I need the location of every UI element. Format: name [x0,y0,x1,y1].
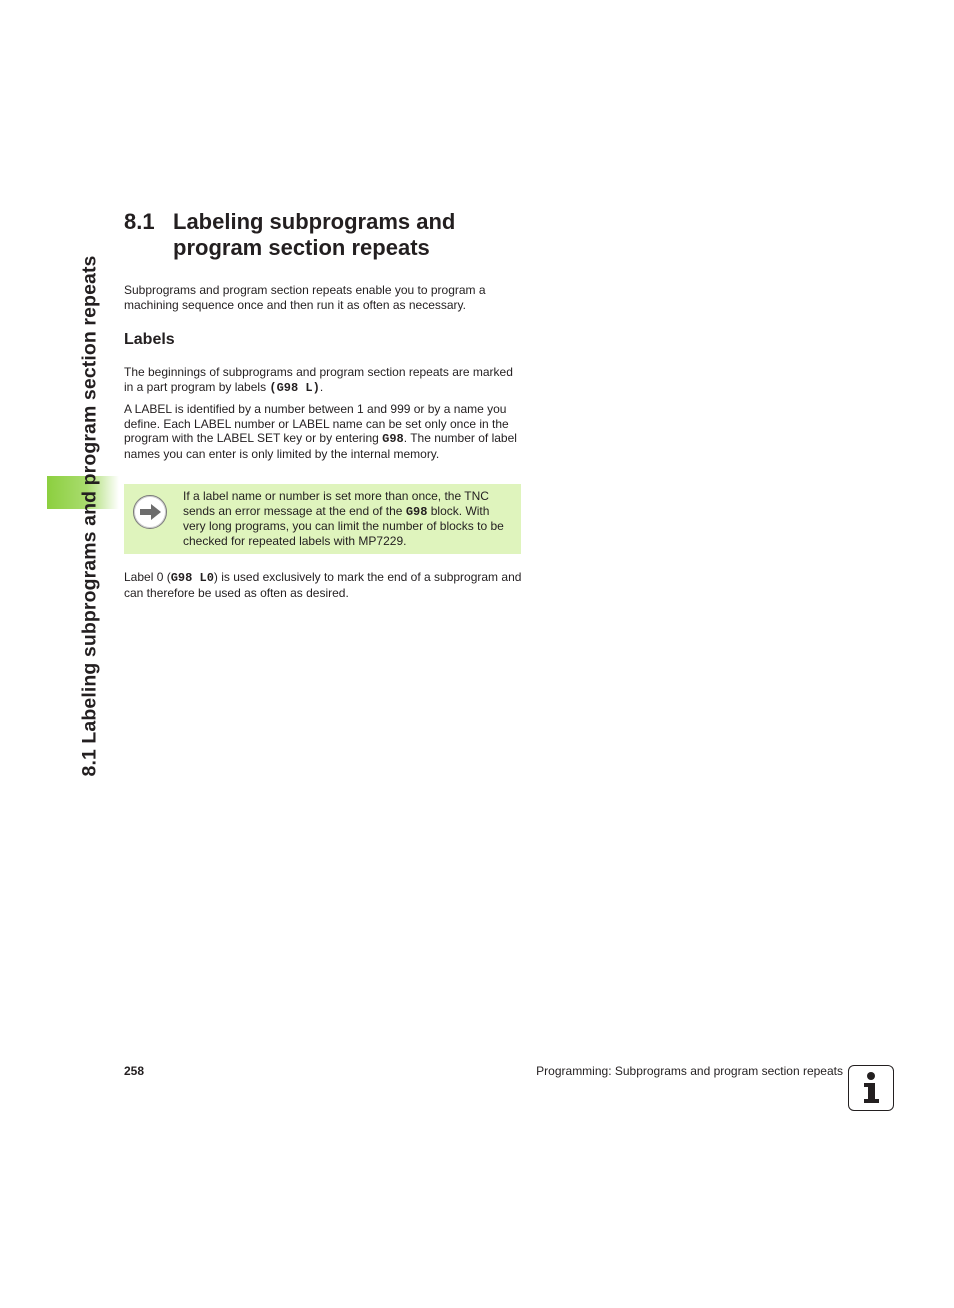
side-chapter-title: 8.1 Labeling subprograms and program section repeats [78,255,101,777]
labels-heading: Labels [124,331,175,348]
arrow-right-icon [133,495,167,529]
note-text-b: block. With very long programs, you can limit the number of blocks to be checked for repeated labels with MP7229. [183,503,504,548]
labels-paragraph-2 [124,402,522,461]
labels-p1-code: (G98 L) [269,380,320,395]
labels-p2-code: G98 [382,432,404,447]
note-text-a: If a label name or number is set more than once, the TNC sends an error message at the end of the [183,489,489,518]
labels-p2-text: A LABEL is identified by a number between 1 and 999 or by a name you define. Each LABEL number or LABEL name can be set only once in the program with the LABEL SET key or by entering [124,402,509,446]
label0-paragraph [124,570,522,600]
section-title: Labeling subprograms and program section repeats [173,209,456,260]
label0-text-a: Label 0 ( [124,570,171,584]
section-number: 8.1 [124,209,155,234]
label0-text-b: ) is used exclusively to mark the end of a subprogram and can therefore be used as often as desired. [124,570,522,600]
footer-chapter-title: Programming: Subprograms and program section repeats [536,1064,843,1078]
note-text [183,489,515,548]
info-icon [848,1065,894,1111]
labels-p2-end: . The number of label names you can enter is only limited by the internal memory. [124,431,517,461]
labels-paragraph-1 [124,365,522,395]
page-number: 258 [124,1064,145,1078]
labels-p1-text: The beginnings of subprograms and program section repeats are marked in a part program by labels [124,365,513,394]
intro-paragraph: Subprograms and program section repeats enable you to program a machining sequence once and then run it as often as necessary. [124,283,486,312]
note-code: G98 [405,504,428,519]
label0-code: G98 L0 [170,571,214,585]
section-heading [124,209,544,261]
labels-p1-end: . [319,379,324,394]
note-box [124,484,521,554]
